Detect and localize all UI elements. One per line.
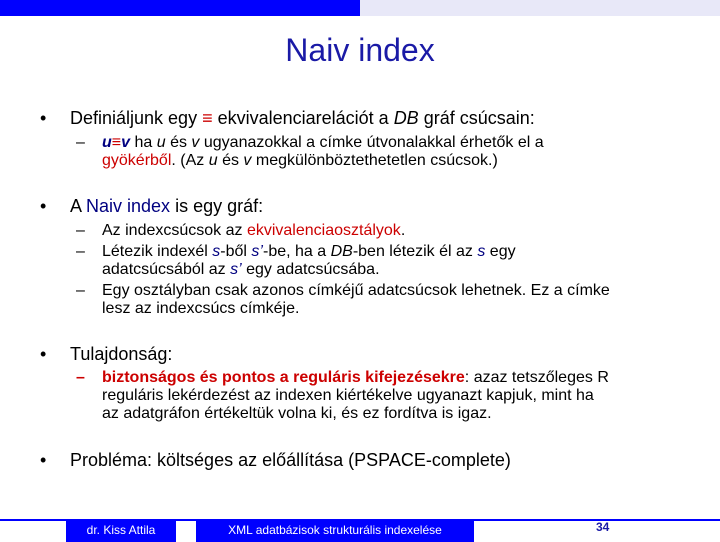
slide-title: Naiv index bbox=[285, 32, 435, 68]
text: adatcsúcsából az bbox=[102, 261, 231, 278]
text: megkülönböztethetetlen csúcsok.) bbox=[251, 152, 498, 169]
bullet-1-text bbox=[70, 108, 535, 129]
top-bar bbox=[0, 0, 720, 16]
text: . (Az bbox=[171, 152, 209, 169]
text: Az indexcsúcsok az bbox=[102, 222, 247, 239]
dash-marker: – bbox=[76, 369, 85, 386]
var-v: v bbox=[121, 134, 131, 151]
text: ha bbox=[130, 134, 157, 151]
equiv-symbol: ≡ bbox=[111, 134, 122, 151]
sub-bullet-1-1-line2 bbox=[102, 152, 498, 170]
sub-bullet-2-3-line2: lesz az indexcsúcs címkéje. bbox=[102, 300, 300, 317]
top-bar-dark bbox=[0, 0, 360, 16]
page-number: 34 bbox=[596, 520, 610, 534]
text: : azaz tetszőleges R bbox=[464, 369, 609, 386]
var-u: u bbox=[208, 152, 218, 169]
sub-bullet-2-2-line2 bbox=[102, 261, 380, 279]
sub-bullet-2-2-line1 bbox=[102, 243, 516, 261]
text: egy adatcsúcsába. bbox=[241, 261, 380, 278]
property-term: biztonságos és pontos a reguláris kifejezésekre bbox=[102, 369, 465, 386]
footer bbox=[0, 519, 720, 540]
bullet-marker: • bbox=[40, 108, 47, 128]
sub-bullet-3-1-line2: reguláris lekérdezést az indexen kiértékelve ugyanazt kapjuk, mint ha bbox=[102, 387, 594, 404]
top-bar-light bbox=[360, 0, 720, 16]
text: és bbox=[217, 152, 244, 169]
text: és bbox=[165, 134, 192, 151]
text: egy bbox=[485, 243, 516, 260]
var-v: v bbox=[191, 134, 200, 151]
text: Létezik indexél bbox=[102, 243, 213, 260]
db: DB bbox=[330, 243, 353, 260]
var-s: s bbox=[477, 243, 486, 260]
sub-bullet-2-3-line1: Egy osztályban csak azonos címkéjű adatcsúcsok lehetnek. Ez a címke bbox=[102, 282, 610, 299]
text: -be, ha a bbox=[262, 243, 331, 260]
text: -ből bbox=[220, 243, 252, 260]
bullet-3-text: Tulajdonság: bbox=[70, 344, 173, 364]
bullet-1-db: DB bbox=[393, 108, 419, 128]
sub-bullet-3-1-line3: az adatgráfon értékeltük volna ki, és ez fordítva is igaz. bbox=[102, 405, 492, 422]
var-u: u bbox=[156, 134, 166, 151]
var-u: u bbox=[102, 134, 112, 151]
var-s-prime: s’ bbox=[251, 243, 263, 260]
sub-bullet-2-1-text bbox=[102, 222, 405, 240]
bullet-marker: • bbox=[40, 344, 47, 364]
bullet-4-text: Probléma: költséges az előállítása (PSPACE-complete) bbox=[70, 450, 511, 470]
sub-bullet-3-1-line1 bbox=[102, 369, 609, 387]
text: . bbox=[400, 222, 406, 239]
var-s: s bbox=[212, 243, 221, 260]
bullet-1-pre: Definiáljunk egy bbox=[70, 108, 203, 128]
bullet-marker: • bbox=[40, 196, 47, 216]
root-word: gyökérből bbox=[102, 152, 172, 169]
dash-marker: – bbox=[76, 243, 85, 260]
equiv-symbol: ≡ bbox=[202, 108, 213, 128]
footer-author: dr. Kiss Attila bbox=[66, 521, 176, 542]
text: -ben létezik él az bbox=[352, 243, 478, 260]
text: A bbox=[70, 196, 87, 216]
bullet-1-mid: ekvivalenciarelációt a bbox=[212, 108, 394, 128]
text: ugyanazokkal a címke útvonalakkal érhetők el a bbox=[199, 134, 544, 151]
var-s-prime: s’ bbox=[230, 261, 242, 278]
footer-title: XML adatbázisok strukturális indexelése bbox=[196, 521, 474, 542]
dash-marker: – bbox=[76, 222, 85, 239]
text: is egy gráf: bbox=[170, 196, 264, 216]
bullet-marker: • bbox=[40, 450, 47, 470]
equivalence-classes-term: ekvivalenciaosztályok bbox=[246, 222, 401, 239]
dash-marker: – bbox=[76, 282, 85, 299]
var-v: v bbox=[243, 152, 252, 169]
dash-marker: – bbox=[76, 134, 85, 151]
bullet-2-text bbox=[70, 196, 263, 217]
bullet-1-post: gráf csúcsain: bbox=[418, 108, 535, 128]
sub-bullet-1-1-line1 bbox=[102, 134, 544, 152]
naiv-index-term: Naiv index bbox=[86, 196, 171, 216]
